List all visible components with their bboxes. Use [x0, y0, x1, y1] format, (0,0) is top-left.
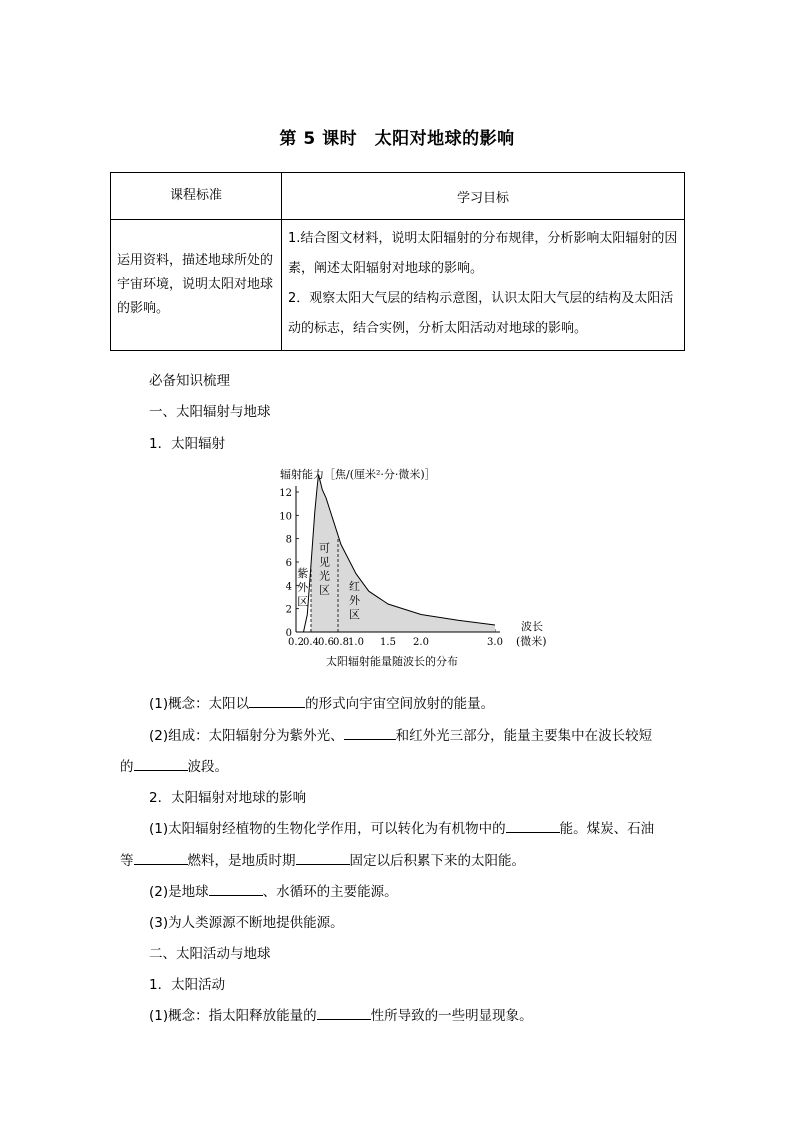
x-tick-label: 0.8	[333, 637, 349, 648]
region-label-char: 见	[319, 555, 330, 569]
answer-blank[interactable]	[134, 758, 188, 771]
table-header-row	[111, 173, 685, 220]
chart-title: 太阳辐射能量随波长的分布	[326, 655, 458, 668]
page-title: 第 5 课时 太阳对地球的影响	[279, 129, 515, 149]
paragraph-composition-cont: 的 波段。	[120, 759, 228, 775]
region-label-char: 可	[319, 541, 330, 555]
x-tick-label: 3.0	[487, 637, 503, 648]
paragraph-concept: (1)概念：太阳以 的形式向宇宙空间放射的能量。	[149, 696, 495, 712]
region-label-char: 光	[319, 569, 330, 583]
region-label-char: 区	[319, 583, 330, 597]
y-tick-label: 8	[285, 534, 292, 546]
section-1-2-heading: 2．太阳辐射对地球的影响	[149, 790, 307, 806]
answer-blank[interactable]	[296, 852, 350, 865]
paragraph-activity-concept: (1)概念：指太阳释放能量的 性所导致的一些明显现象。	[149, 1008, 533, 1024]
x-tick-label: 1.5	[380, 637, 396, 648]
x-tick-label: 0.4	[303, 637, 319, 648]
curriculum-table	[110, 172, 685, 351]
table-row	[111, 220, 685, 351]
chart-ylabel: 辐射能力［焦/(厘米²·分·微米)］	[280, 468, 436, 481]
section-2-1-heading: 1．太阳活动	[149, 977, 226, 993]
y-tick-label: 10	[279, 511, 292, 523]
chart-xunit: (微米)	[516, 635, 547, 648]
region-label-char: 紫	[297, 567, 309, 581]
region-label-char: 外	[349, 594, 360, 607]
x-tick-label: 0.6	[318, 637, 334, 648]
solar-radiation-chart	[270, 462, 560, 674]
answer-blank[interactable]	[317, 1007, 371, 1020]
x-tick-label: 2.0	[413, 637, 429, 648]
region-label-char: 区	[297, 595, 309, 609]
paragraph-human-energy: (3)为人类源源不断地提供能源。	[149, 915, 344, 931]
paragraph-energy-conversion-cont: 等 燃料，是地质时期 固定以后积累下来的太阳能。	[120, 853, 525, 869]
chart-xlabel: 波长	[521, 620, 543, 633]
y-tick-label: 4	[285, 581, 292, 593]
learning-goals-cell	[282, 220, 685, 351]
y-tick-label: 6	[285, 558, 292, 569]
answer-blank[interactable]	[506, 820, 560, 833]
y-tick-label: 0	[285, 628, 292, 639]
section-1-heading: 一、太阳辐射与地球	[149, 404, 271, 420]
x-tick-label: 0.2	[288, 637, 304, 648]
paragraph-earth-energy: (2)是地球 、水循环的主要能源。	[149, 884, 398, 900]
learning-goal-2: 2．观察太阳大气层的结构示意图，认识太阳大气层的结构及太阳活动的标志，结合实例，分析太阳活动对地球的影响。	[288, 291, 674, 336]
section-1-1-heading: 1．太阳辐射	[149, 436, 226, 452]
answer-blank[interactable]	[209, 883, 263, 896]
learning-goal-1: 1.结合图文材料，说明太阳辐射的分布规律，分析影响太阳辐射的因素，阐述太阳辐射对地球的影响。	[288, 231, 678, 276]
section-2-heading: 二、太阳活动与地球	[149, 946, 271, 962]
answer-blank[interactable]	[134, 852, 188, 865]
y-tick-label: 2	[285, 604, 292, 616]
region-label-char: 区	[349, 608, 360, 621]
paragraph-composition: (2)组成：太阳辐射分为紫外光、 和红外光三部分，能量主要集中在波长较短	[149, 728, 653, 744]
section-heading: 必备知识梳理	[149, 373, 230, 389]
curriculum-standard-cell: 运用资料，描述地球所处的宇宙环境，说明太阳对地球的影响。	[111, 220, 282, 351]
answer-blank[interactable]	[249, 695, 305, 708]
header-goals: 学习目标	[282, 173, 685, 220]
y-tick-label: 12	[279, 488, 292, 499]
x-tick-label: 1.0	[348, 637, 364, 648]
region-label-char: 外	[297, 581, 309, 595]
answer-blank[interactable]	[344, 727, 396, 740]
region-label-char: 红	[349, 580, 360, 593]
header-standard: 课程标准	[111, 173, 282, 220]
paragraph-energy-conversion: (1)太阳辐射经植物的生物化学作用，可以转化为有机物中的 能。煤炭、石油	[149, 821, 655, 837]
